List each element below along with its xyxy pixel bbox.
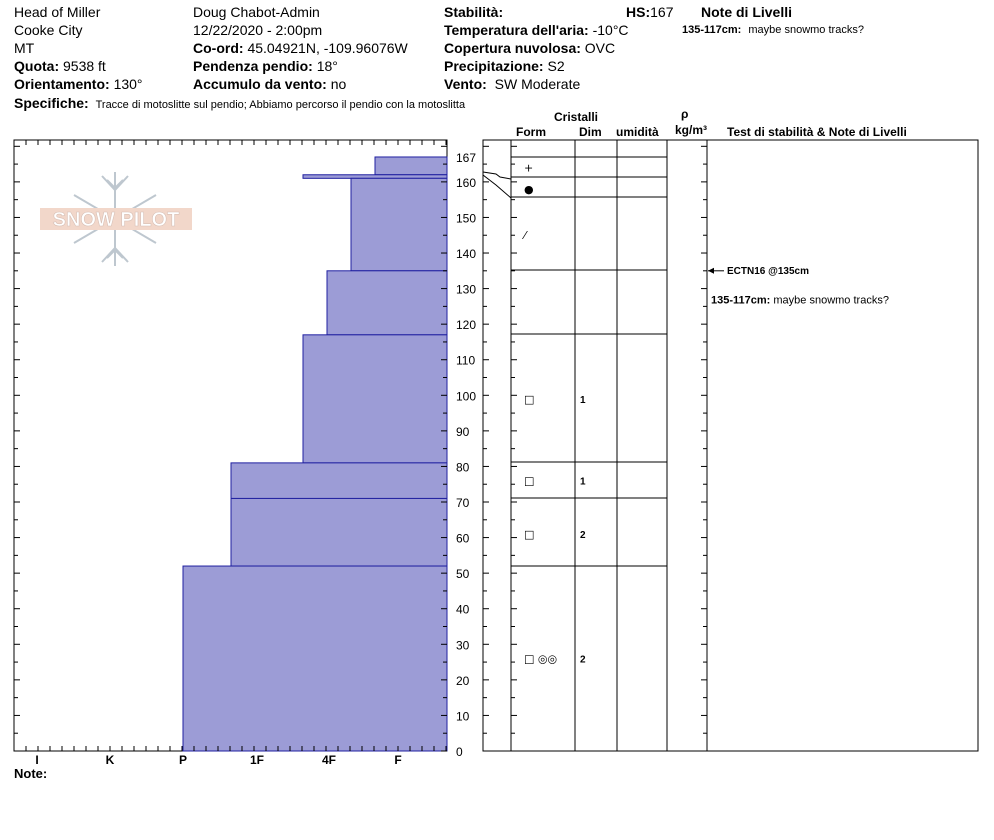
height-tick-label: 40 [456, 602, 470, 617]
hardness-bar [351, 178, 447, 270]
depth-connectors [483, 172, 511, 198]
air-temp-value: -10°C [592, 22, 629, 38]
layer-note [711, 294, 889, 306]
size-header: Dim [579, 125, 602, 139]
coord-value: 45.04921N, -109.96076W [247, 40, 408, 56]
hs-value: 167 [650, 4, 674, 20]
moisture-header: umidità [616, 125, 659, 139]
slope-label: Pendenza pendio: [193, 58, 313, 74]
area-name: Cooke City [14, 22, 83, 38]
stability-test-label: ECTN16 @135cm [727, 265, 810, 277]
height-tick-label: 30 [456, 638, 470, 653]
slope-value: 18° [316, 58, 338, 74]
layer-boundary-lines [511, 157, 667, 566]
observer-name: Doug Chabot-Admin [193, 4, 320, 20]
crystal-form: + [524, 161, 534, 175]
crystal-size: 2 [580, 530, 586, 542]
crystal-size: 1 [580, 394, 586, 406]
height-tick-label: 130 [456, 282, 477, 297]
height-axis [456, 151, 476, 759]
crystal-form: ● [524, 182, 534, 196]
height-tick-label: 90 [456, 424, 470, 439]
aspect-value: 130° [113, 76, 143, 92]
crystal-marks [521, 162, 586, 666]
precip-label: Precipitazione: [444, 58, 544, 74]
hardness-bar [303, 335, 447, 463]
height-tick-label: 0 [456, 745, 463, 759]
height-tick-label: 140 [456, 247, 477, 262]
hardness-tick-label: F [394, 753, 402, 767]
specifics-text: Tracce di motoslitte sul pendio; Abbiamo percorso il pendio con la motoslitta [95, 99, 466, 111]
height-tick-label: 100 [456, 389, 477, 404]
logo-text: SNOW PILOT [52, 209, 180, 231]
hardness-bars [183, 157, 447, 751]
header-layer-note-range: 135-117cm: [682, 24, 742, 36]
coord-label: Co-ord: [193, 40, 244, 56]
stability-label: Stabilità: [444, 4, 504, 20]
table-ticks [483, 146, 707, 751]
hs-label: HS: [626, 4, 651, 20]
height-tick-label: 160 [456, 175, 477, 190]
height-tick-label: 60 [456, 531, 470, 546]
state-name: MT [14, 40, 35, 56]
crystal-form: ⁄ [524, 229, 526, 243]
height-tick-label: 50 [456, 567, 470, 582]
air-temp-label: Temperatura dell'aria: [444, 22, 589, 38]
height-tick-label: 167 [456, 150, 477, 165]
form-header: Form [516, 125, 546, 139]
height-tick-label: 70 [456, 496, 470, 511]
hardness-tick-label: P [178, 753, 188, 767]
wind-load-label: Accumulo da vento: [193, 76, 327, 92]
height-tick-label: 20 [456, 673, 470, 688]
hardness-bar [327, 271, 447, 335]
header-layer-note-text: maybe snowmo tracks? [748, 24, 864, 36]
hardness-axis [35, 753, 401, 767]
wind-load-value: no [330, 76, 347, 92]
wind-value: SW Moderate [494, 76, 581, 92]
notes-label: Note: [14, 766, 48, 781]
hardness-tick-label: I [35, 753, 39, 767]
aspect-label: Orientamento: [14, 76, 110, 92]
height-tick-label: 120 [456, 318, 477, 333]
height-tick-label: 150 [456, 211, 477, 226]
hardness-bar [375, 157, 447, 175]
crystals-header: Cristalli [554, 110, 599, 124]
precip-value: S2 [547, 58, 565, 74]
hardness-bar [231, 463, 447, 499]
crystal-form: □ [524, 528, 535, 542]
hardness-tick-label: 4F [321, 753, 337, 767]
layer-notes-title: Note di Livelli [701, 4, 793, 20]
tests-notes-header: Test di stabilità & Note di Livelli [727, 125, 907, 139]
crystal-table-frame [483, 140, 978, 751]
rho-header: ρ [681, 107, 689, 121]
hardness-bar [183, 566, 447, 751]
crystal-form: □ ◎◎ [524, 652, 558, 666]
hardness-tick-label: K [105, 753, 115, 767]
test-arrow-head [708, 268, 714, 274]
crystal-form: □ [524, 474, 535, 488]
snowpilot-logo [40, 172, 192, 266]
height-tick-label: 110 [456, 353, 476, 368]
cloud-value: OVC [584, 40, 616, 56]
elevation-label: Quota: [14, 58, 60, 74]
observation-datetime: 12/22/2020 - 2:00pm [193, 22, 323, 38]
height-tick-label: 80 [456, 460, 470, 475]
cloud-label: Copertura nuvolosa: [444, 40, 581, 56]
wind-label: Vento: [444, 76, 487, 92]
density-unit-header: kg/m³ [675, 123, 708, 137]
hardness-bar [231, 498, 447, 566]
crystal-form: □ [524, 392, 535, 406]
height-tick-label: 10 [456, 709, 470, 724]
crystal-size: 1 [580, 476, 586, 488]
location-name: Head of Miller [14, 4, 101, 20]
crystal-size: 2 [580, 654, 586, 666]
layer-note-range: 135-117cm: [711, 294, 774, 307]
hardness-bar [303, 175, 447, 179]
hardness-tick-label: 1F [249, 753, 265, 767]
specifics-label: Specifiche: [14, 95, 89, 111]
layer-note-text: maybe snowmo tracks? [773, 294, 889, 307]
elevation-value: 9538 ft [63, 58, 106, 74]
stability-test-marks [708, 266, 889, 306]
